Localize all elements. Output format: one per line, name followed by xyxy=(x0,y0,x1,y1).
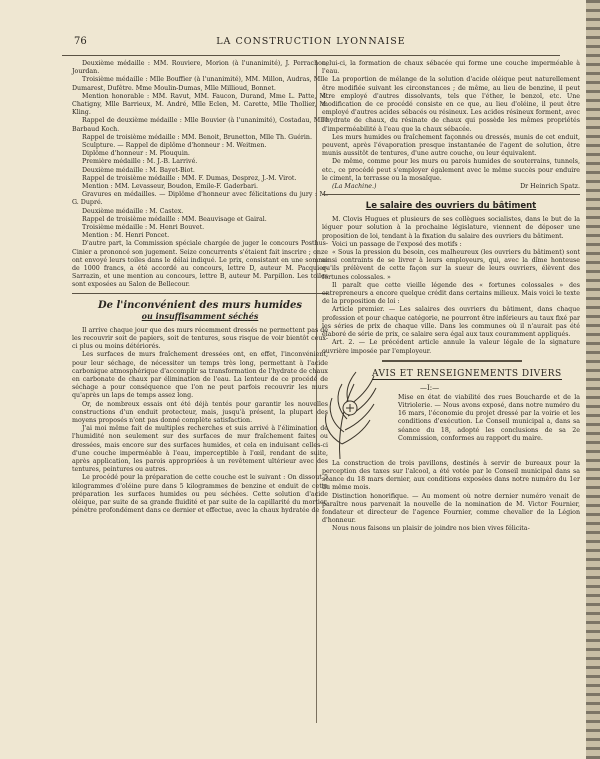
paragraph: Art. 2. — Le précédent article annule la valeur légale de la signature ouvrière imposée par l'employeur. xyxy=(322,339,580,355)
paragraph: Nous nous faisons un plaisir de joindre nos bien vives félicita- xyxy=(332,525,530,533)
article-subtitle: ou insuffisamment séchés xyxy=(141,310,259,321)
paragraph: Il paraît que cette vieille légende des « fortunes colossales » des entrepreneurs a encore quelque crédit dans certains milieux. Mais voici le texte de la proposition de loi : xyxy=(322,281,580,306)
paragraph: Or, de nombreux essais ont été déjà tentés pour garantir les nouvelles constructions d'un enduit protecteur, mais, jusqu'à présent, la plupart des moyens proposés n'ont pas donné complète satisfaction. xyxy=(72,400,328,424)
page-header xyxy=(62,36,560,50)
section-rule xyxy=(382,360,522,362)
paragraph: Deuxième médaille : MM. Rouviere, Morion (à l'unanimité), J. Perrachon, Jourdan. xyxy=(72,60,328,76)
paragraph: Article premier. — Les salaires des ouvriers du bâtiment, dans chaque profession et pour chaque catégorie, ne pourront être inférieurs au taux fixé par les séries de prix de chaque ville. Dans les communes où il n'aurait pas été élaboré de série de prix, ce salaire sera égal aux taux couramment appliqués. xyxy=(322,306,580,339)
header-rule xyxy=(62,55,560,56)
source: (La Machine.) xyxy=(332,183,377,191)
avis-divider: —I:— xyxy=(420,383,440,392)
attribution xyxy=(322,183,580,191)
paragraph: Rappel de troisième médaille : MM. F. Dumas, Desprez, J.-M. Virot. xyxy=(82,174,297,182)
paragraph: Deuxième médaille : M. Bayet-Biot. xyxy=(82,166,195,174)
paragraph: Gravures en médailles. — Diplôme d'honneur avec félicitations du jury : M. G. Dupré. xyxy=(72,191,328,207)
paragraph: Les murs humides ou fraîchement façonnés ou dressés, munis de cet enduit, peuvent, après l'évaporation presque instantanée de l'agent de solution, être munis aussitôt de tentures, d'une autre couche, ou leur équivalent. xyxy=(322,133,580,158)
paragraph: « Sous la pression du besoin, ces malheureux (les ouvriers du bâtiment) sont ainsi contraints de se livrer à leurs employeurs, qui, avec la dîme honteuse qu'ils prélèvent de cette façon sur la sueur de leurs ouvriers, élèvent des fortunes colossales. » xyxy=(322,249,580,281)
paragraph: Première médaille : M. J.-B. Larrivé. xyxy=(82,158,198,166)
paragraph: Troisième médaille : Mlle Bouffier (à l'unanimité), MM. Millon, Audras, Mlle Dumarest, Dufêtre. Mme Moulin-Dumas, Mlle Millioud, Bonnet. xyxy=(72,76,328,92)
paragraph: Deuxième médaille : M. Castex. xyxy=(82,207,184,215)
paragraph: Diplôme d'honneur : M. Plouquin. xyxy=(82,150,190,158)
author: Dr Heinrich Spatz. xyxy=(520,183,580,191)
paragraph: celui-ci, la formation de chaux sébacée qui forme une couche imperméable à l'eau. xyxy=(322,60,580,76)
right-column xyxy=(322,60,580,534)
avis-heading: AVIS ET RENSEIGNEMENTS DIVERS xyxy=(372,368,562,379)
paragraph: Rappel de troisième médaille : MM. Beauvisage et Gairal. xyxy=(82,215,267,223)
article-title: De l'inconvénient des murs humides xyxy=(97,299,303,311)
paragraph: Mention : M. Henri Poncet. xyxy=(82,232,170,240)
paragraph: La construction de trois pavillons, destinés à servir de bureaux pour la perception des taxes sur l'alcool, a été votée par le Conseil municipal dans sa séance du 18 mars dernier, aux conditions exposées dans notre numéro du 1er du même mois. xyxy=(322,459,580,492)
article-title: Le salaire des ouvriers du bâtiment xyxy=(365,201,537,212)
page-number: 76 xyxy=(74,36,87,47)
left-column xyxy=(72,60,328,515)
paragraph: Distinction honorifique. — Au moment où notre dernier numéro venait de paraître nous parvenait la nouvelle de la nomination de M. Victor Fournier, fondateur et directeur de l'agence Fournier, comme chevalier de la Légion d'honneur. xyxy=(322,492,580,525)
paragraph: Troisième médaille : M. Henri Bouvet. xyxy=(82,224,205,232)
avis-continued xyxy=(322,460,580,534)
paragraph: Rappel de deuxième médaille : Mlle Bouvier (à l'unanimité), Costadau, Mlle Barbaud Koch. xyxy=(72,117,328,133)
binding-edge xyxy=(586,0,600,759)
avis-paragraph: Mise en état de viabilité des rues Boucharde et de la Vitriolerie. — Nous avons exposé, dans notre numéro du 16 mars, l'économie du projet dressé par la voirie et les conditions d'exécution. Le Conseil municipal a, dans sa séance du 18, adopté les conclusions de sa 2e Commission, conformes au rapport du maire. xyxy=(398,393,580,442)
paragraph: Le procédé pour la préparation de cette couche est le suivant : On dissout 5 kilogrammes d'oléine pure dans 5 kilogrammes de benzine et enduit de cette préparation les surfaces humides ou peu séchées. Cette solution d'acide oléique, par suite de sa grande fluidité et par suite de la capillarité du mortier, pénètre profondément dans ce dernier et effectue, avec la chaux hydratée de xyxy=(72,474,328,515)
paragraph: D'autre part, la Commission spéciale chargée de juger le concours Posthus-Cinier a prononcé son jugement. Seize concurrents s'étaient fait inscrire ; onze ont envoyé leurs toiles dans le délai indiqué. Le prix, consistant en une somme de 1000 francs, a été accordé au concours, lettre D, auteur M. Pacquier-Sarrazin, et une mention au concours, lettre B, auteur M. Parpillon. Les toiles sont exposées au Salon de Bellecour. xyxy=(72,240,328,289)
section-rule xyxy=(72,293,328,294)
paragraph: La proportion de mélange de la solution d'acide oléique peut naturellement être modifiée suivant les circonstances ; de même, au lieu de benzine, il peut être employé d'autres dissolvants, tels que l'éther, le benzol, etc. Une modification de ce procédé consiste en ce que, au lieu d'oléine, il peut être employé d'autres acides sébacés ou résineux. Les acides résineux forment, avec l'hydrate de chaux, du résinate de chaux qui possède les mêmes propriétés d'imperméabilité à l'eau que la chaux sébacée. xyxy=(322,76,580,133)
paragraph: Il arrive chaque jour que des murs récemment dressés ne permettent pas de les recouvrir soit de papiers, soit de tentures, sous risque de voir bientôt ceux-ci plus ou moins détériorés. xyxy=(72,326,328,351)
paragraph: Sculpture. — Rappel de diplôme d'honneur : M. Weitmen. xyxy=(82,142,267,150)
avis-section xyxy=(322,368,580,440)
paragraph: Les surfaces de murs fraîchement dressées ont, en effet, l'inconvénient, pour leur séchage, de nécessiter un temps très long, permettant à l'acide carbonique atmosphérique d'accomplir sa transformation de l'hydrate de chaux en carbonate de chaux par élimination de l'eau. La lenteur de ce procédé de séchage a pour conséquence que l'on ne peut parfois recouvrir les murs qu'après un laps de temps assez long. xyxy=(72,351,328,400)
paragraph: Rappel de troisième médaille : MM. Benoit, Brunetton, Mlle Th. Guérin. xyxy=(82,133,312,141)
paragraph: Mention honorable : MM. Ravut, MM. Faucon, Durand, Mme L. Patte, M. Chatigny, Mlle Barrieux, M. André, Mlle Eclen, M. Carette, Mlle Thollier, M. Kling. xyxy=(72,92,328,117)
paragraph: M. Clovis Hugues et plusieurs de ses collègues socialistes, dans le but de la léguer pour solution à la prochaine législature, viennent de déposer une proposition de loi, tendant à la fixation du salaire des ouvriers du bâtiment. xyxy=(322,216,580,240)
running-head: LA CONSTRUCTION LYONNAISE xyxy=(216,36,406,47)
section-rule xyxy=(322,194,580,195)
paragraph: Mention : MM. Levasseur, Boudon, Emile-F. Gaderbari. xyxy=(82,183,258,191)
paragraph: De même, comme pour les murs ou parois humides de souterrains, tunnels, etc., ce procédé peut s'employer également avec le même succès pour enduire le ciment, la terrasse ou la mosaïque. xyxy=(322,158,580,182)
paragraph: J'ai moi même fait de multiples recherches et suis arrivé à l'élimination de l'humidité non seulement sur des surfaces de mur fraîchement faites ou dressées, mais encore sur des surfaces humides, et cela en induisant celles-ci d'une couche imperméable à l'eau, imperceptible à l'œil, rendant de suite, après application, les parois appropriées à un revêtement ultérieur avec des tentures, peintures ou autres. xyxy=(72,425,328,474)
paragraph: Voici un passage de l'exposé des motifs : xyxy=(332,240,462,248)
